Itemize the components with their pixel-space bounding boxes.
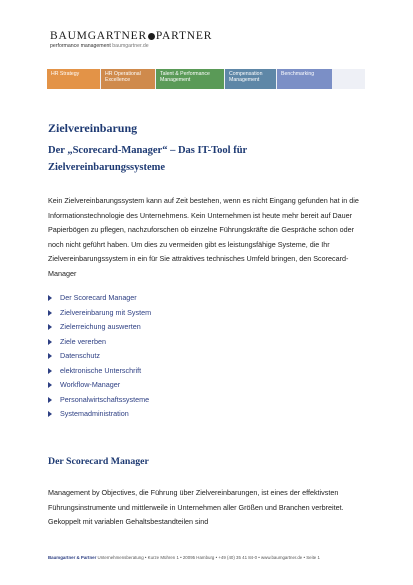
list-item[interactable] — [48, 349, 151, 364]
arrow-right-icon — [48, 310, 52, 316]
page-subtitle: Der „Scorecard-Manager“ – Das IT-Tool für Zielvereinbarungssysteme — [48, 145, 248, 173]
list-item[interactable] — [48, 320, 151, 335]
nav-tab-talent-performance-management[interactable]: Talent & Performance Management — [156, 69, 224, 89]
arrow-right-icon — [48, 411, 52, 417]
link-label[interactable]: elektronische Unterschrift — [60, 365, 142, 375]
intro-paragraph: Kein Zielvereinbarungssystem kann auf Zeit bestehen, wenn es nicht Eingang gefunden hat in die Informationstechnologie des Unternehmens. Kein Unternehmen ist heute mehr bereit auf Dauer Papierbögen zu pflegen, nachzuforschen ob einzelne Führungskräfte die Gespräche schon oder noch nicht geführt haben. Um dies zu vermeiden gibt es leistungsfähige Systeme, die Ihr Zielvereinbarungssystem in ein für Sie attraktives technisches Umfeld bringen, den Scorecard-Manager — [48, 196, 359, 278]
link-label[interactable]: Datenschutz — [60, 351, 100, 360]
logo-website: baumgartner.de — [112, 43, 149, 49]
list-item[interactable] — [48, 291, 151, 306]
nav-tab-compensation-management[interactable]: Compensation Management — [225, 69, 276, 89]
link-label[interactable]: Zielvereinbarung mit System — [60, 307, 152, 317]
logo-tagline: performance management — [50, 43, 111, 49]
logo-dot-icon — [148, 33, 155, 40]
topic-link-list — [48, 291, 151, 422]
link-label[interactable]: Zielerreichung auswerten — [60, 322, 141, 331]
link-label[interactable]: Workflow-Manager — [60, 380, 121, 389]
arrow-right-icon — [48, 353, 52, 359]
nav-tab-hr-operational-excellence[interactable]: HR Operational Excellence — [101, 69, 155, 89]
nav-tab-benchmarking[interactable]: Benchmarking — [277, 69, 332, 89]
section-paragraph: Management by Objectives, die Führung über Zielvereinbarungen, ist eines der effektivsten Führungsinstrumente und mittlerweile in Unternehmen aller Größen und Branchen verbreitet. Gekoppelt mit variablen Gehaltsbestandteilen sind — [48, 488, 344, 526]
nav-tab-hr-strategy[interactable]: HR Strategy — [47, 69, 100, 89]
logo-name-right: PARTNER — [155, 30, 213, 42]
logo-name-left: BAUMGARTNER — [50, 30, 147, 42]
page-title: Zielvereinbarung — [48, 121, 138, 135]
company-logo[interactable] — [50, 30, 212, 49]
link-label[interactable]: Ziele vererben — [60, 336, 106, 346]
link-label[interactable]: Systemadministration — [60, 409, 129, 418]
section-heading: Der Scorecard Manager — [48, 456, 149, 467]
link-label[interactable]: Personalwirtschaftssysteme — [60, 394, 150, 404]
footer-brand: Baumgartner & Partner — [48, 555, 97, 560]
arrow-right-icon — [48, 339, 52, 345]
arrow-right-icon — [48, 295, 52, 301]
list-item[interactable] — [48, 364, 151, 379]
logo-tagline-row — [50, 43, 212, 49]
list-item[interactable] — [48, 378, 151, 393]
logo-wordmark — [50, 30, 212, 42]
link-label[interactable]: Der Scorecard Manager — [60, 293, 137, 302]
arrow-right-icon — [48, 324, 52, 330]
arrow-right-icon — [48, 382, 52, 388]
list-item[interactable] — [48, 335, 151, 350]
page-footer — [48, 555, 320, 560]
arrow-right-icon — [48, 368, 52, 374]
list-item[interactable] — [48, 306, 151, 321]
list-item[interactable] — [48, 407, 151, 422]
arrow-right-icon — [48, 397, 52, 403]
list-item[interactable] — [48, 393, 151, 408]
footer-contact: Unternehmensberatung • Kurze Mühren 1 • 20095 Hamburg • +49 (40) 35 41 84-0 • www.baumgartner.de • Seite 1 — [97, 555, 320, 560]
main-navigation — [47, 69, 365, 89]
